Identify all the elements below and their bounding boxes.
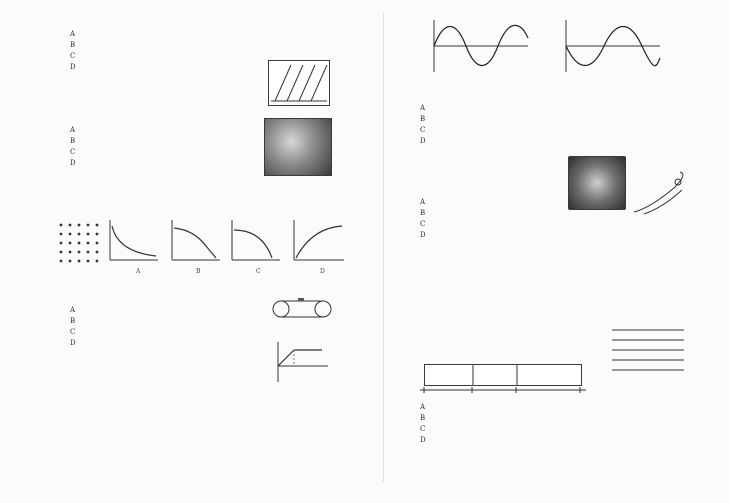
option-list: [70, 125, 260, 169]
option-a: A: [420, 198, 426, 206]
option-c: C: [420, 126, 426, 134]
option-b: B: [420, 209, 426, 217]
field-dot: [87, 242, 90, 245]
graph-c: [228, 218, 282, 264]
option-list: [420, 402, 700, 446]
option-c: C: [420, 220, 426, 228]
figure-wave-graph-1: [426, 18, 530, 74]
option-a: A: [70, 126, 76, 134]
question-number: [58, 430, 72, 441]
graph-b: [168, 218, 222, 264]
graph-c-plot: [228, 218, 282, 264]
question-stem: [75, 18, 288, 29]
question-number: [408, 92, 422, 103]
wave-graph-2-plot: [558, 18, 662, 74]
option-a: A: [420, 403, 426, 411]
field-dot: [60, 251, 63, 254]
figure-photo: [264, 118, 332, 176]
question-number: [58, 294, 72, 305]
field-dot: [87, 260, 90, 263]
figure-wave-graph-2: [558, 18, 662, 74]
question-stem: [75, 398, 356, 409]
question-stem: [75, 294, 264, 305]
field-dot: [78, 251, 81, 254]
question-number: [58, 114, 72, 125]
graph-d-plot: [290, 218, 346, 264]
field-dot: [60, 224, 63, 227]
magnetic-field-dots: [56, 220, 102, 266]
field-dot: [96, 251, 99, 254]
question-stem: [75, 184, 356, 195]
figure-hatched-plate-drawing: [269, 61, 329, 105]
velocity-graph-plot: [272, 340, 330, 384]
option-d: D: [420, 436, 426, 444]
graph-label-d: D: [320, 268, 325, 275]
figure-conveyor-belt: [272, 298, 332, 320]
graph-label-c: C: [256, 268, 261, 275]
page-divider: [383, 12, 384, 482]
conveyor-belt-drawing: [272, 298, 332, 320]
field-dot: [69, 242, 72, 245]
figure-hatched-plate: [268, 60, 330, 106]
field-dot: [60, 260, 63, 263]
axis-drawing: [416, 386, 588, 400]
figure-velocity-graph: [272, 340, 330, 384]
field-dot: [78, 260, 81, 263]
field-dot: [69, 233, 72, 236]
question: [58, 184, 356, 195]
option-list: [70, 305, 266, 349]
question: [58, 430, 356, 441]
option-d: D: [70, 159, 76, 167]
segment-bar-drawing: [425, 365, 581, 385]
question-stem: [75, 430, 356, 441]
field-dot: [78, 242, 81, 245]
question-stem: [75, 114, 258, 125]
option-b: B: [420, 414, 426, 422]
option-d: D: [420, 137, 426, 145]
field-dot: [96, 233, 99, 236]
question-stem: [425, 92, 704, 103]
option-c: C: [70, 52, 76, 60]
graph-label-a: A: [136, 268, 141, 275]
figure-parallel-lines: [610, 326, 686, 376]
question-number: [408, 144, 422, 155]
option-c: C: [70, 328, 76, 336]
field-dot: [60, 242, 63, 245]
option-d: D: [420, 231, 426, 239]
field-dot: [96, 224, 99, 227]
figure-segment-bar: [424, 364, 582, 386]
field-dot: [60, 233, 63, 236]
field-dot: [78, 233, 81, 236]
figure-arc-track: [630, 168, 696, 216]
field-dot: [69, 251, 72, 254]
option-b: B: [70, 137, 76, 145]
option-list: [70, 29, 270, 73]
field-dot: [69, 224, 72, 227]
question-number: [58, 18, 72, 29]
field-dot: [87, 224, 90, 227]
field-dot: [96, 260, 99, 263]
question-stem: [425, 144, 558, 155]
graph-b-plot: [168, 218, 222, 264]
field-dot: [87, 233, 90, 236]
figure-magnetic-field-dots: [56, 220, 102, 266]
option-c: C: [70, 148, 76, 156]
option-a: A: [420, 104, 426, 112]
field-dot: [96, 242, 99, 245]
graph-a-plot: [106, 218, 160, 264]
field-dot: [87, 251, 90, 254]
figure-axis: [416, 386, 588, 400]
option-list: [420, 103, 704, 147]
graph-label-b: B: [196, 268, 201, 275]
question-number: [408, 316, 422, 327]
option-a: A: [70, 306, 76, 314]
question-number: [58, 398, 72, 409]
question-number: [58, 184, 72, 195]
wave-graph-1-plot: [426, 18, 530, 74]
option-b: B: [420, 115, 426, 123]
option-b: B: [70, 41, 76, 49]
arc-track-drawing: [630, 168, 696, 216]
question: [58, 398, 356, 409]
field-dot: [69, 260, 72, 263]
graph-a: [106, 218, 160, 264]
question: [408, 92, 704, 147]
figure-photo-sphere: [568, 156, 626, 210]
option-a: A: [70, 30, 76, 38]
option-c: C: [420, 425, 426, 433]
graph-d: [290, 218, 346, 264]
option-b: B: [70, 317, 76, 325]
option-d: D: [70, 339, 76, 347]
parallel-lines-drawing: [610, 326, 686, 376]
field-dot: [78, 224, 81, 227]
option-d: D: [70, 63, 76, 71]
